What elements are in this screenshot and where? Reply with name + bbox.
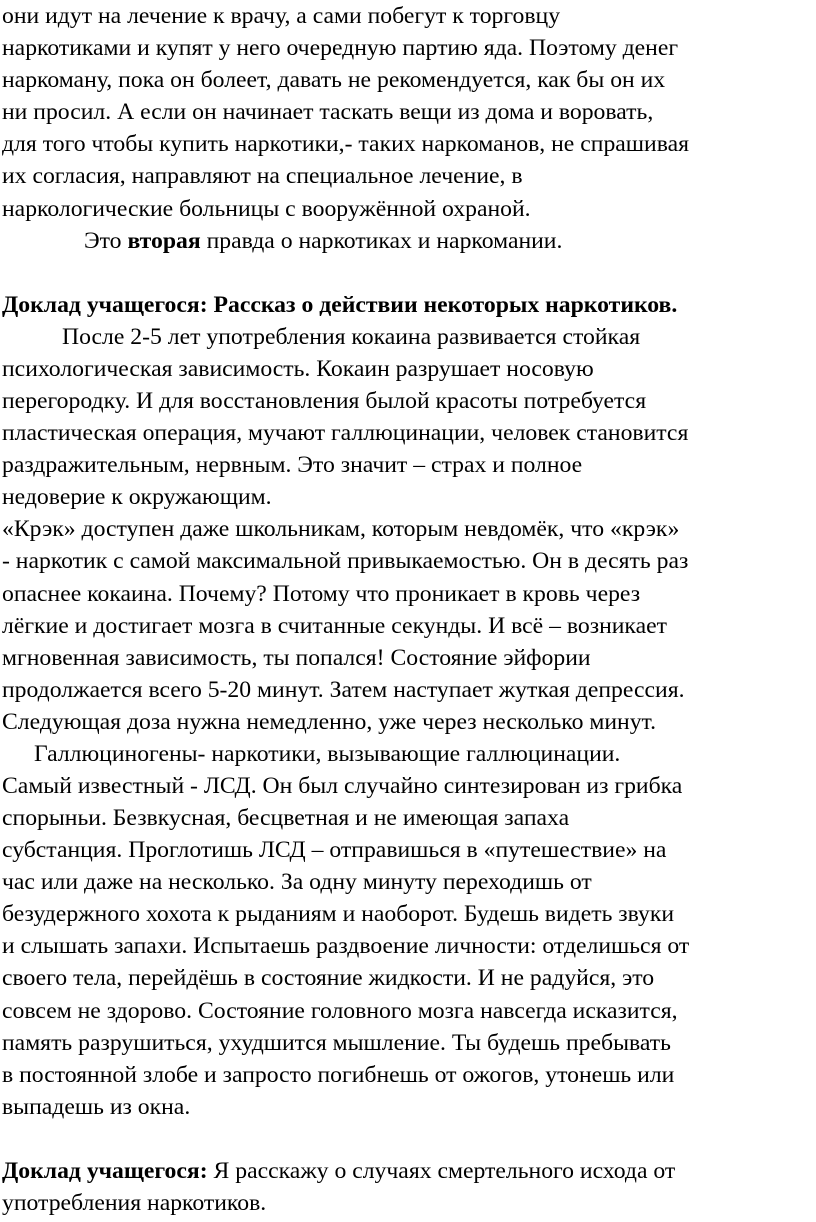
text-line: субстанция. Проглотишь ЛСД – отправишься в «путешествие» на — [2, 837, 667, 864]
text-line: безудержного хохота к рыданиям и наоборот. Будешь видеть звуки — [2, 901, 675, 928]
text-line: лёгкие и достигает мозга в считанные секунды. И всё – возникает — [2, 612, 667, 639]
text-line: Самый известный - ЛСД. Он был случайно синтезирован из грибка — [2, 772, 683, 799]
report2-after: Я расскажу о случаях смертельного исхода от — [207, 1157, 676, 1184]
text-line: опаснее кокаина. Почему? Потому что проникает в кровь через — [2, 580, 641, 607]
report2-bold: Доклад учащегося: — [2, 1157, 208, 1184]
text-line: мгновенная зависимость, ты попался! Состояние эйфории — [2, 644, 591, 671]
text-line: пластическая операция, мучают галлюцинации, человек становится — [2, 420, 689, 447]
report1-heading-text: Доклад учащегося: Рассказ о действии некоторых наркотиков. — [2, 291, 678, 318]
text-line: спорыньи. Безвкусная, бесцветная и не имеющая запаха — [2, 805, 570, 831]
text-line: перегородку. И для восстановления былой красоты потребуется — [2, 388, 647, 414]
text-line: в постоянной злобе и запросто погибнешь от ожогов, утонешь или — [2, 1061, 675, 1088]
text-line: ни просил. А если он начинает таскать вещи из дома и воровать, — [2, 99, 654, 126]
text-line: память разрушиться, ухудшится мышление. Ты будешь пребывать — [2, 1029, 671, 1056]
text-line: и слышать запахи. Испытаешь раздвоение личности: отделишься от — [2, 933, 690, 960]
text-line: они идут на лечение к врачу, а сами побегут к торговцу — [2, 3, 561, 29]
text-line: продолжается всего 5-20 минут. Затем наступает жуткая депрессия. — [2, 676, 685, 703]
second-truth-before: Это — [84, 227, 128, 254]
text-line: «Крэк» доступен даже школьникам, которым невдомёк, что «крэк» — [2, 516, 680, 543]
text-line: раздражительным, нервным. Это значит – страх и полное — [2, 452, 583, 479]
text-line: для того чтобы купить наркотики,- таких наркоманов, не спрашивая — [2, 131, 689, 158]
second-truth-after: правда о наркотиках и наркомании. — [200, 227, 563, 254]
text-line: наркологические больницы с вооружённой охраной. — [2, 195, 531, 222]
text-line: совсем не здорово. Состояние головного мозга навсегда исказится, — [2, 997, 678, 1024]
second-truth-bold: вторая — [127, 227, 201, 254]
text-line: наркотиками и купят у него очередную партию яда. Поэтому денег — [2, 35, 679, 62]
report1-heading — [2, 291, 678, 318]
text-line: психологическая зависимость. Кокаин разрушает носовую — [2, 355, 594, 382]
text-line: час или даже на несколько. За одну минуту переходишь от — [2, 869, 592, 896]
text-line: Следующая доза нужна немедленно, уже через несколько минут. — [2, 708, 657, 735]
text-line: выпадешь из окна. — [2, 1093, 191, 1120]
text-line: Галлюциногены- наркотики, вызывающие галлюцинации. — [34, 740, 621, 767]
report2-line — [2, 1157, 676, 1184]
text-line: После 2-5 лет употребления кокаина развивается стойкая — [62, 323, 641, 350]
text-line: недоверие к окружающим. — [2, 484, 272, 511]
text-line: своего тела, перейдёшь в состояние жидкости. И не радуйся, это — [2, 965, 655, 992]
second-truth-line — [84, 227, 563, 254]
report2-line2: употребления наркотиков. — [2, 1190, 267, 1216]
text-line: - наркотик с самой максимальной привыкаемостью. Он в десять раз — [2, 548, 689, 575]
text-line: их согласия, направляют на специальное лечение, в — [2, 163, 523, 190]
text-line: наркоману, пока он болеет, давать не рекомендуется, как бы он их — [2, 67, 666, 94]
